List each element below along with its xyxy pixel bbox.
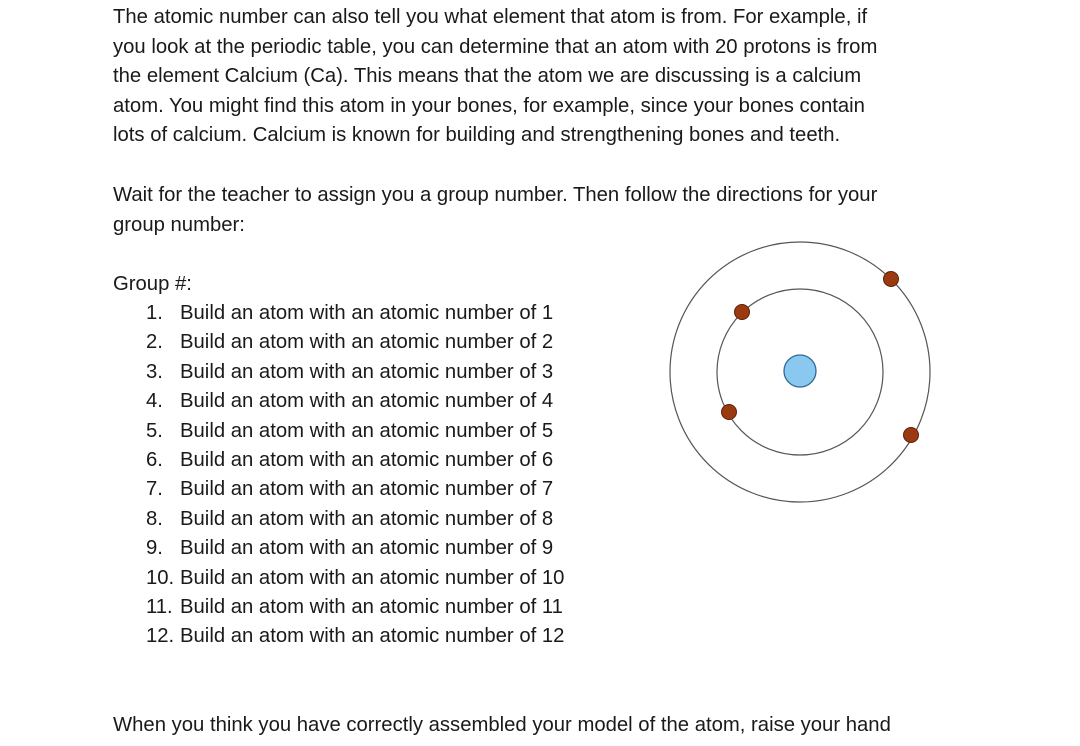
paragraph-line: lots of calcium. Calcium is known for building and strengthening bones and teeth. <box>113 124 841 147</box>
group-direction-item <box>146 299 564 328</box>
list-item-text: Build an atom with an atomic number of 12 <box>180 625 565 648</box>
list-item-number: 8. <box>146 507 163 530</box>
list-item-number: 3. <box>146 360 163 383</box>
group-direction-item <box>146 387 564 416</box>
list-item-number: 11. <box>146 595 173 618</box>
group-direction-item <box>146 622 564 651</box>
list-item-text: Build an atom with an atomic number of 4 <box>180 390 554 413</box>
paragraph-atomic-number-element <box>113 3 877 151</box>
list-item-number: 9. <box>146 537 163 560</box>
paragraph-line: the element Calcium (Ca). This means that the atom we are discussing is a calcium <box>113 65 862 88</box>
list-item-number: 1. <box>146 302 163 324</box>
group-direction-item <box>146 534 564 563</box>
list-item-text: Build an atom with an atomic number of 11 <box>180 595 563 618</box>
group-direction-item <box>146 475 564 504</box>
group-direction-item <box>146 417 564 446</box>
list-item-number: 2. <box>146 331 163 354</box>
electron <box>884 272 899 287</box>
list-item-number: 6. <box>146 448 163 471</box>
list-item-text: Build an atom with an atomic number of 2 <box>180 331 554 354</box>
electron <box>904 428 919 443</box>
list-item-number: 5. <box>146 419 163 442</box>
nucleus <box>784 355 816 387</box>
group-direction-item <box>146 446 564 475</box>
electron <box>722 405 737 420</box>
paragraph-line: When you think you have correctly assembled your model of the atom, raise your hand <box>113 714 891 736</box>
list-item-number: 10. <box>146 566 175 589</box>
list-item-text: Build an atom with an atomic number of 10 <box>180 566 565 589</box>
paragraph-line: group number: <box>113 213 245 236</box>
paragraph-raise-hand <box>113 711 891 741</box>
paragraph-line: Wait for the teacher to assign you a group number. Then follow the directions for your <box>113 184 878 206</box>
list-item-text: Build an atom with an atomic number of 8 <box>180 507 554 530</box>
list-item-text: Build an atom with an atomic number of 3 <box>180 360 554 383</box>
paragraph-line: The atomic number can also tell you what element that atom is from. For example, if <box>113 6 868 28</box>
group-label-text: Group #: <box>113 273 192 295</box>
group-direction-item <box>146 564 564 593</box>
group-direction-item <box>146 505 564 534</box>
group-directions-list <box>146 299 564 652</box>
list-item-text: Build an atom with an atomic number of 5 <box>180 419 554 442</box>
list-item-text: Build an atom with an atomic number of 7 <box>180 478 554 501</box>
list-item-text: Build an atom with an atomic number of 1 <box>180 302 554 324</box>
group-direction-item <box>146 328 564 357</box>
group-direction-item <box>146 358 564 387</box>
list-item-number: 12. <box>146 625 175 648</box>
atom-diagram <box>660 232 940 512</box>
paragraph-line: atom. You might find this atom in your bones, for example, since your bones contain <box>113 94 865 117</box>
list-item-text: Build an atom with an atomic number of 9 <box>180 537 554 560</box>
list-item-text: Build an atom with an atomic number of 6 <box>180 448 554 471</box>
list-item-number: 7. <box>146 478 163 501</box>
paragraph-line: you look at the periodic table, you can determine that an atom with 20 protons is from <box>113 35 878 58</box>
list-item-number: 4. <box>146 390 163 413</box>
group-number-label <box>113 270 192 300</box>
electron <box>735 305 750 320</box>
group-direction-item <box>146 593 564 622</box>
